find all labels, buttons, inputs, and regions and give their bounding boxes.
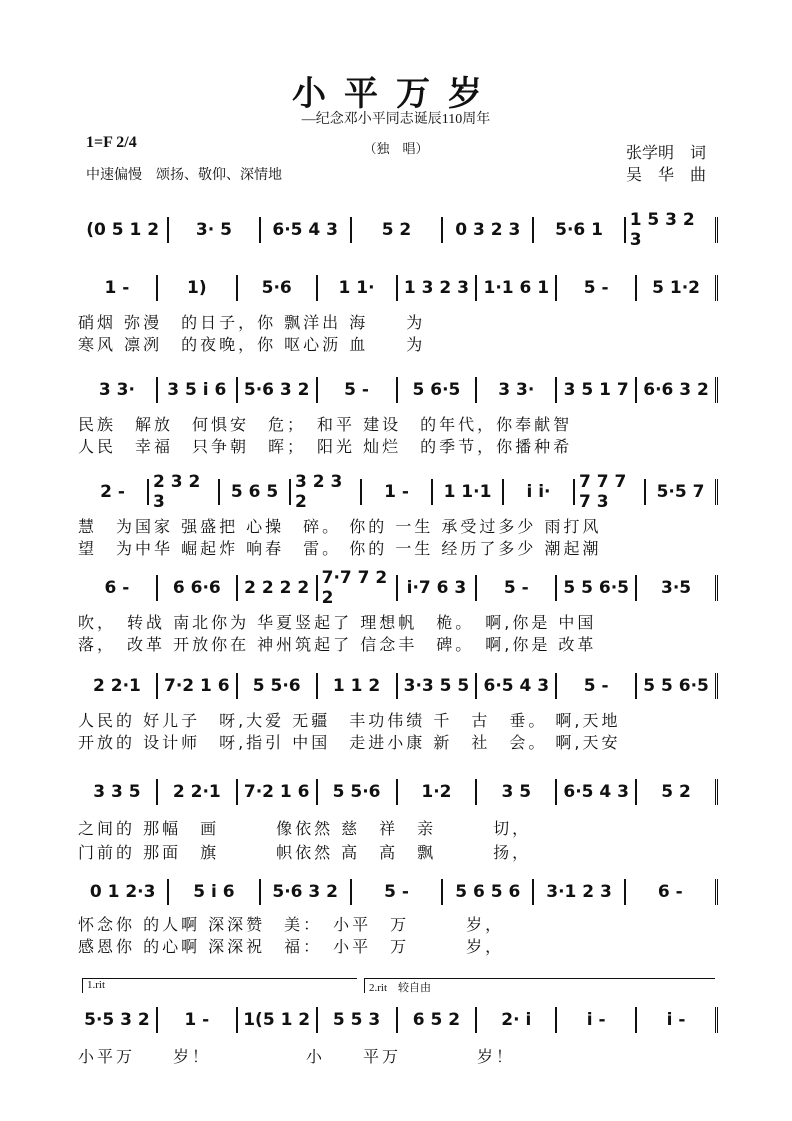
measure: 7·7 7 2 2 <box>318 575 398 601</box>
measure: 2 - <box>78 479 149 505</box>
lyric-verse-1: 人民的 好儿子 呀,大爱 无疆 丰功伟绩 千 古 垂。 啊,天地 <box>78 711 621 730</box>
measure: 1 1·1 <box>433 479 504 505</box>
measure: 3 5 i 6 <box>158 377 238 403</box>
key-signature: 1=F 2/4 <box>86 134 137 151</box>
measure: 1 5 3 2 3 <box>626 217 718 243</box>
lyric-verse-2: 寒风 凛冽 的夜晚，你 呕心沥 血 为 <box>78 335 426 354</box>
measure: 3·3 5 5 <box>398 673 478 699</box>
measure: 6·5 4 3 <box>557 779 637 805</box>
measure: 5 i 6 <box>169 879 260 905</box>
measure: 5·6 3 2 <box>238 377 318 403</box>
lyric-verse-2: 门前的 那面 旗 帜依然 高 高 飘 扬， <box>78 843 532 862</box>
measure: i - <box>637 1007 718 1033</box>
lyricist-credit: 张学明 词 <box>626 143 707 162</box>
lyric-verse-2: 人民 幸福 只争朝 晖； 阳光 灿烂 的季节，你播种希 <box>78 437 573 456</box>
measure: 1·1 6 1 <box>477 275 557 301</box>
measure: 2 2·1 <box>158 779 238 805</box>
measure: 0 3 2 3 <box>443 217 534 243</box>
measure: 6 6·6 <box>158 575 238 601</box>
lyric-verse-1: 吹， 转战 南北你为 华夏竖起了 理想帆 桅。 啊,你是 中国 <box>78 613 597 632</box>
first-ending-bracket: 1.rit <box>82 978 357 993</box>
measure: 5 1·2 <box>637 275 718 301</box>
measure: 7 7 7 7 3 <box>575 479 646 505</box>
measure: 1 - <box>78 275 158 301</box>
performance-form: （独 唱） <box>363 141 429 156</box>
measure: 5 - <box>352 879 443 905</box>
measure: 2 3 2 3 <box>149 479 220 505</box>
measure: 2 2 2 2 <box>238 575 318 601</box>
lyric-verse-2: 感恩你 的心啊 深深祝 福： 小平 万 岁， <box>78 937 505 956</box>
measure: 7·2 1 6 <box>238 779 318 805</box>
measure: i - <box>557 1007 637 1033</box>
measure: 5 - <box>557 275 637 301</box>
measure: 5 - <box>557 673 637 699</box>
measure: 3 5 1 7 <box>557 377 637 403</box>
measure: 7·2 1 6 <box>158 673 238 699</box>
measure: 5·6 1 <box>534 217 625 243</box>
measure: 6·5 4 3 <box>261 217 352 243</box>
measure: 3 2 3 2 <box>291 479 362 505</box>
lyric-verse-2: 落， 改革 开放你在 神州筑起了 信念丰 碑。 啊,你是 改革 <box>78 635 597 654</box>
song-title: 小平万岁 <box>292 76 500 113</box>
measure: 2· i <box>477 1007 557 1033</box>
measure: 1(5 1 2 <box>238 1007 318 1033</box>
measure: 5 2 <box>352 217 443 243</box>
measure: 5 5·6 <box>238 673 318 699</box>
measure: 1 - <box>362 479 433 505</box>
measure: 5 5 6·5 <box>637 673 718 699</box>
measure: 5·5 3 2 <box>78 1007 158 1033</box>
tempo-marking: 中速偏慢 颂扬、敬仰、深情地 <box>86 167 282 183</box>
measure: (0 5 1 2 <box>78 217 169 243</box>
measure: 1 1 2 <box>318 673 398 699</box>
measure: 3 3· <box>78 377 158 403</box>
measure: 3·1 2 3 <box>534 879 625 905</box>
measure: 6 5 2 <box>398 1007 478 1033</box>
measure: 5 - <box>318 377 398 403</box>
lyric-verse-1: 怀念你 的人啊 深深赞 美： 小平 万 岁， <box>78 915 505 934</box>
measure: 5·6 3 2 <box>261 879 352 905</box>
measure: 5 5 6·5 <box>557 575 637 601</box>
measure: 1 3 2 3 <box>398 275 478 301</box>
measure: 2 2·1 <box>78 673 158 699</box>
measure: 1·2 <box>398 779 478 805</box>
measure: 3 5 <box>477 779 557 805</box>
lyric-verse-2: 开放的 设计师 呀,指引 中国 走进小康 新 社 会。 啊,天安 <box>78 733 621 752</box>
measure: 3·5 <box>637 575 718 601</box>
lyric-verse-1: 慧 为国家 强盛把 心操 碎。 你的 一生 承受过多少 雨打风 <box>78 517 602 536</box>
measure: 5 6 5 <box>220 479 291 505</box>
lyric-verse-2: 望 为中华 崛起炸 响春 雷。 你的 一生 经历了多少 潮起潮 <box>78 539 602 558</box>
second-ending-bracket: 2.rit 较自由 <box>364 978 715 993</box>
composer-credit: 吴 华 曲 <box>626 165 707 184</box>
measure: 6 - <box>626 879 718 905</box>
measure: i·7 6 3 <box>398 575 478 601</box>
measure: 3· 5 <box>169 217 260 243</box>
measure: i i· <box>504 479 575 505</box>
measure: 5 - <box>477 575 557 601</box>
measure: 6·5 4 3 <box>477 673 557 699</box>
lyric-verse-1: 硝烟 弥漫 的日子，你 飘洋出 海 为 <box>78 313 426 332</box>
measure: 5 5 3 <box>318 1007 398 1033</box>
measure: 6 - <box>78 575 158 601</box>
measure: 5·5 7 <box>646 479 718 505</box>
measure: 5 6 5 6 <box>443 879 534 905</box>
measure: 5·6 <box>238 275 318 301</box>
song-subtitle: —纪念邓小平同志诞辰110周年 <box>301 112 491 127</box>
measure: 5 5·6 <box>318 779 398 805</box>
measure: 3 3 5 <box>78 779 158 805</box>
measure: 5 6·5 <box>398 377 478 403</box>
lyric-verse-1: 小平万 岁！ 小 平万 岁！ <box>78 1047 516 1066</box>
measure: 1 1· <box>318 275 398 301</box>
lyric-verse-1: 民族 解放 何惧安 危； 和平 建设 的年代，你奉献智 <box>78 415 573 434</box>
measure: 3 3· <box>477 377 557 403</box>
measure: 1) <box>158 275 238 301</box>
measure: 0 1 2·3 <box>78 879 169 905</box>
measure: 6·6 3 2 <box>637 377 718 403</box>
measure: 1 - <box>158 1007 238 1033</box>
measure: 5 2 <box>637 779 718 805</box>
lyric-verse-1: 之间的 那幅 画 像依然 慈 祥 亲 切， <box>78 819 532 838</box>
